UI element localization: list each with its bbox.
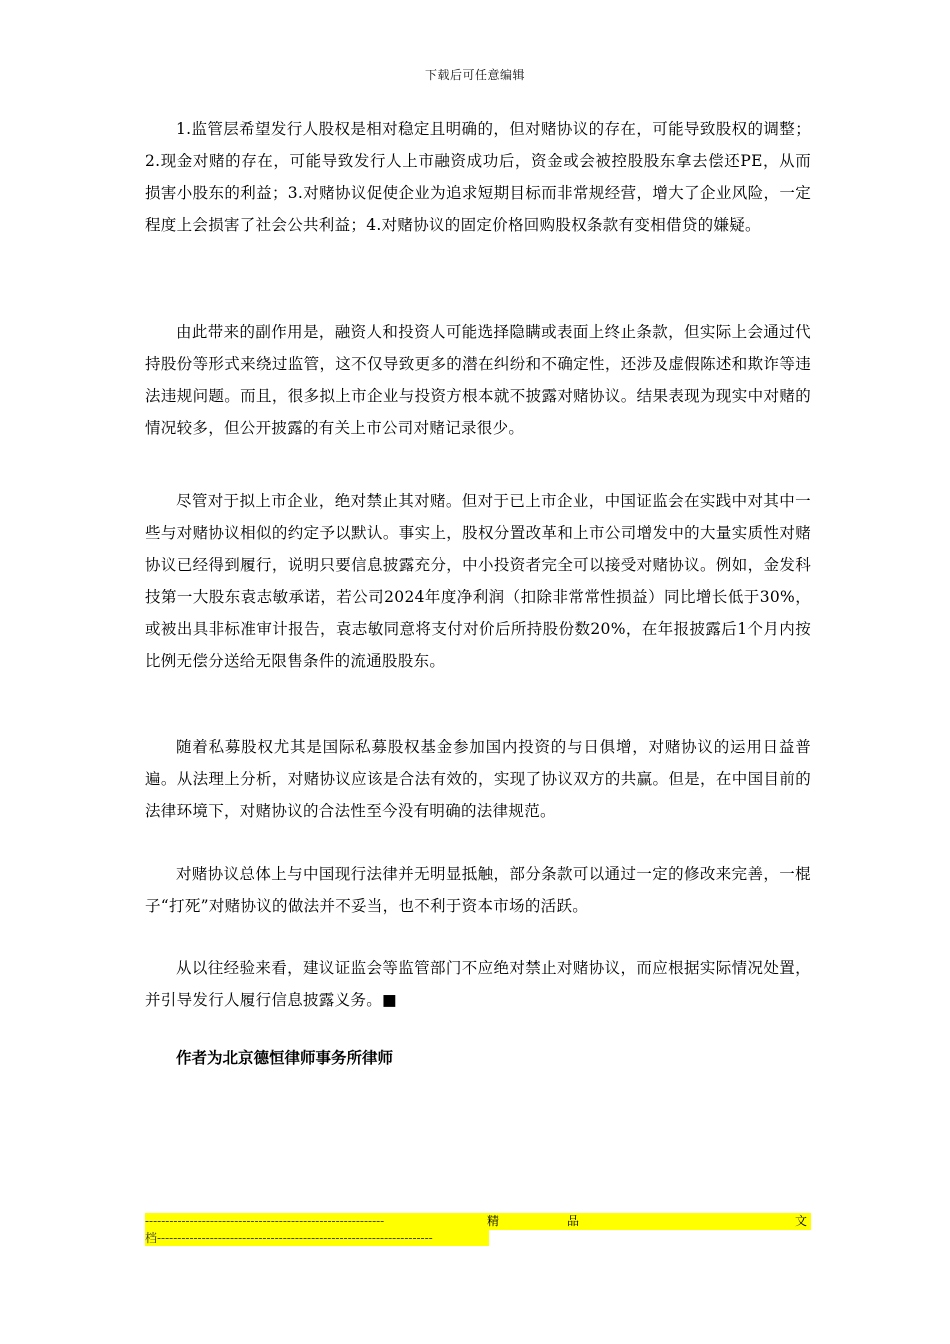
footer-dashes: ----------------------------------------------------------- <box>145 1214 385 1228</box>
footer-char-wen: 文 <box>794 1214 807 1228</box>
paragraph-4: 随着私募股权尤其是国际私募股权基金参加国内投资的与日俱增，对赌协议的运用日益普遍。从法理上分析，对赌协议应该是合法有效的，实现了协议双方的共赢。但是，在中国目前的法律环境下，对赌协议的合法性至今没有明确的法律规范。 <box>145 738 811 820</box>
footer-char-jing: 精 <box>487 1214 500 1228</box>
paragraph-6: 从以往经验来看，建议证监会等监管部门不应绝对禁止对赌协议，而应根据实际情况处置，并引导发行人履行信息披露义务。■ <box>145 959 811 1009</box>
footer-banner-line2 <box>145 1230 489 1246</box>
paragraph-3: 尽管对于拟上市企业，绝对禁止其对赌。但对于已上市企业，中国证监会在实践中对其中一些与对赌协议相似的约定予以默认。事实上，股权分置改革和上市公司增发中的大量实质性对赌协议已经得到履行，说明只要信息披露充分，中小投资者完全可以接受对赌协议。例如，金发科技第一大股东袁志敏承诺，若公司2024年度净利润（扣除非常常性损益）同比增长低于30%，或被出具非标准审计报告，袁志敏同意将支付对价后所持股份数20%，在年报披露后1个月内按比例无偿分送给无限售条件的流通股股东。 <box>145 492 811 670</box>
footer-banner <box>145 1213 811 1230</box>
paragraph-2: 由此带来的副作用是，融资人和投资人可能选择隐瞒或表面上终止条款，但实际上会通过代持股份等形式来绕过监管，这不仅导致更多的潜在纠纷和不确定性，还涉及虚假陈述和欺诈等违法违规问题。而且，很多拟上市企业与投资方根本就不披露对赌协议。结果表现为现实中对赌的情况较多，但公开披露的有关上市公司对赌记录很少。 <box>145 323 811 437</box>
paragraph-1: 1.监管层希望发行人股权是相对稳定且明确的，但对赌协议的存在，可能导致股权的调整；2.现金对赌的存在，可能导致发行人上市融资成功后，资金或会被控股股东拿去偿还PE，从而损害小股东的利益；3.对赌协议促使企业为追求短期目标而非常规经营，增大了企业风险，一定程度上会损害了社会公共利益；4.对赌协议的固定价格回购股权条款有变相借贷的嫌疑。 <box>145 120 811 234</box>
footer-char-pin: 品 <box>567 1214 580 1228</box>
author-line: 作者为北京德恒律师事务所律师 <box>176 1049 394 1067</box>
page-header: 下载后可任意编辑 <box>424 68 525 82</box>
paragraph-5: 对赌协议总体上与中国现行法律并无明显抵触，部分条款可以通过一定的修改来完善，一棍子“打死”对赌协议的做法并不妥当，也不利于资本市场的活跃。 <box>145 865 811 915</box>
footer-dashes-2: 档-------------------------------------------------------------------- <box>145 1231 433 1245</box>
